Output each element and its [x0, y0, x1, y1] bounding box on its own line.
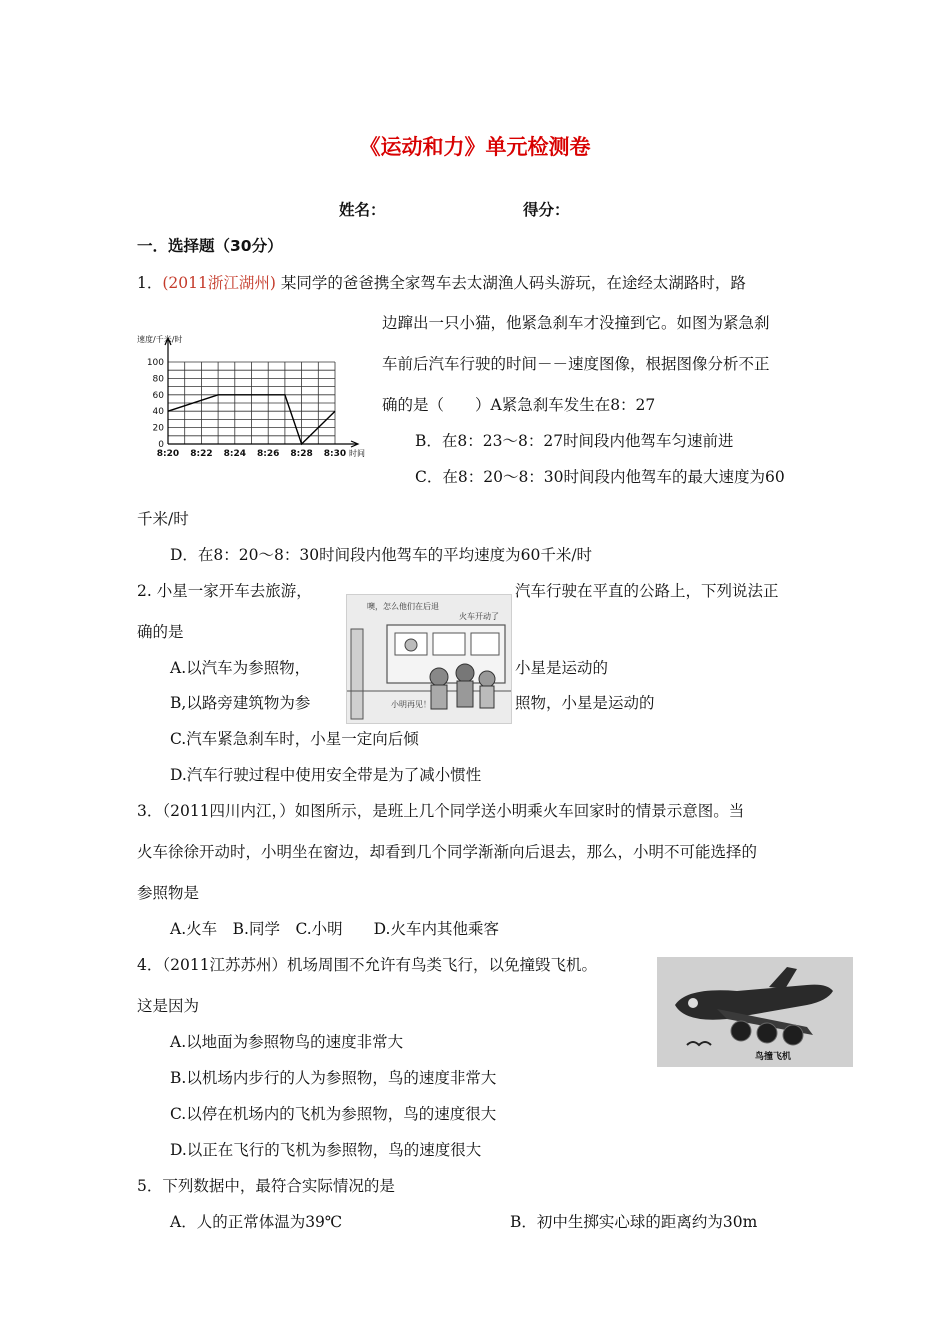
x-tick-label: 8:26 — [257, 449, 280, 459]
question-5-option-a: A．人的正常体温为39℃ — [170, 1213, 343, 1231]
question-text: 某同学的爸爸携全家驾车去太湖渔人码头游玩，在途经太湖路时，路 — [280, 274, 746, 292]
question-1-option-c-cont: 千米/时 — [137, 510, 189, 528]
question-2-option-d: D.汽车行驶过程中使用安全带是为了减小惯性 — [170, 766, 482, 784]
y-axis-label: 速度/千米/时 — [137, 335, 183, 344]
question-2-option-c: C.汽车紧急刹车时，小星一定向后倾 — [170, 730, 419, 748]
question-1-option-b: B．在8：23～8：27时间段内他驾车匀速前进 — [415, 432, 734, 450]
question-source: (2011浙江湖州) — [162, 274, 276, 292]
x-tick-label: 8:22 — [190, 449, 213, 459]
speech-bubble-text-1: 噢，怎么他们在后退 — [367, 602, 439, 611]
section-heading: 一．选择题（30分） — [137, 237, 283, 255]
bird-strike-illustration — [657, 957, 853, 1067]
question-2-option-b: B,以路旁建筑物为参 — [170, 694, 311, 712]
question-2-line-2: 确的是 — [137, 623, 184, 641]
illustration-caption: 鸟撞飞机 — [755, 1052, 792, 1062]
speech-bubble-text-2: 火车开动了 — [459, 612, 499, 621]
question-2-option-a: A.以汽车为参照物， — [170, 659, 311, 677]
question-4-option-a: A.以地面为参照物鸟的速度非常大 — [170, 1033, 404, 1051]
y-tick-label: 100 — [146, 358, 164, 368]
name-label: 姓名： — [339, 201, 386, 219]
question-2-line-1a: 2. 小星一家开车去旅游， — [137, 582, 312, 600]
question-3-line-3: 参照物是 — [137, 884, 200, 902]
y-tick-label: 20 — [152, 423, 164, 434]
question-4-option-b: B.以机场内步行的人为参照物，鸟的速度非常大 — [170, 1069, 497, 1087]
y-tick-label: 60 — [152, 390, 164, 401]
question-1-line-4: 确的是（ ）A紧急刹车发生在8：27 — [382, 396, 656, 414]
question-3-line-1: 3．（2011四川内江，）如图所示，是班上几个同学送小明乘火车回家时的情景示意图。当 — [137, 802, 745, 820]
question-1-option-c: C．在8：20～8：30时间段内他驾车的最大速度为60 — [415, 468, 785, 486]
y-tick-label: 0 — [158, 440, 164, 450]
speech-bubble-text-3: 小明再见！ — [391, 700, 431, 709]
x-tick-label: 8:30 — [323, 449, 347, 459]
x-tick-label: 8:28 — [290, 449, 313, 459]
train-farewell-illustration — [346, 594, 512, 724]
question-2-option-b-cont: 照物，小星是运动的 — [515, 694, 655, 712]
question-1-line-1 — [137, 271, 746, 293]
question-4-option-c: C.以停在机场内的飞机为参照物，鸟的速度很大 — [170, 1105, 497, 1123]
speed-time-chart — [135, 332, 370, 462]
question-4-option-d: D.以正在飞行的飞机为参照物，鸟的速度很大 — [170, 1141, 482, 1159]
question-1-line-3: 车前后汽车行驶的时间－－速度图像，根据图像分析不正 — [382, 355, 770, 373]
question-2-option-a-cont: 小星是运动的 — [515, 659, 609, 677]
y-tick-label: 40 — [152, 407, 164, 418]
y-tick-label: 80 — [152, 374, 164, 385]
x-tick-label: 8:20 — [156, 449, 180, 459]
question-4-line-1: 4．（2011江苏苏州）机场周围不允许有鸟类飞行，以免撞毁飞机。 — [137, 956, 598, 974]
question-2-line-1b: 汽车行驶在平直的公路上，下列说法正 — [515, 582, 779, 600]
question-1-line-2: 边蹿出一只小猫，他紧急刹车才没撞到它。如图为紧急刹 — [382, 314, 770, 332]
question-number: 1． — [137, 274, 163, 292]
x-axis-label: 时间 — [349, 449, 365, 458]
question-1-option-d: D．在8：20～8：30时间段内他驾车的平均速度为60千米/时 — [170, 546, 593, 564]
question-4-line-2: 这是因为 — [137, 997, 200, 1015]
x-tick-label: 8:24 — [223, 449, 246, 459]
question-3-line-2: 火车徐徐开动时，小明坐在窗边，却看到几个同学渐渐向后退去，那么，小明不可能选择的 — [137, 843, 758, 861]
document-title: 《运动和力》单元检测卷 — [359, 135, 591, 159]
question-5-line-1: 5．下列数据中，最符合实际情况的是 — [137, 1177, 395, 1195]
question-3-options: A.火车 B.同学 C.小明 D.火车内其他乘客 — [170, 920, 499, 938]
score-label: 得分： — [523, 201, 570, 219]
question-5-option-b: B．初中生掷实心球的距离约为30m — [510, 1213, 758, 1231]
